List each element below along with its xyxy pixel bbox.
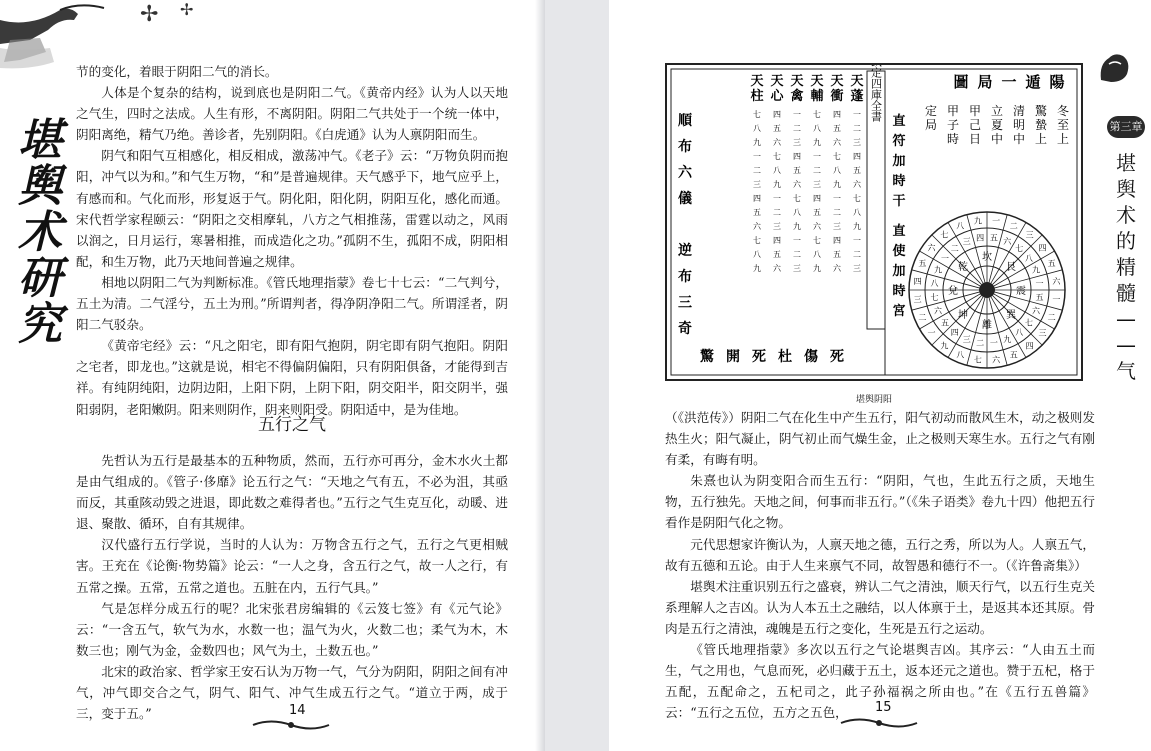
grid-char: 四 (833, 236, 841, 245)
yang-title-char: 圖 (953, 73, 969, 91)
wheel-outer-char: 五 (918, 259, 927, 269)
wheel-mid-char: 九 (934, 265, 943, 275)
gate-label: 開 (726, 349, 740, 365)
yang-label-char: 夏 (990, 118, 1004, 132)
grid-char: 八 (853, 208, 861, 217)
grid-char: 二 (833, 208, 841, 217)
paragraph: （《洪范传》）阴阳二气在化生中产生五行，阳气初动而散风生木，动之极则发热生火；阳气凝止，阴气初止而气燥生金，止之极则天寒生水。五行之气有刚有柔，有晦有明。 (665, 410, 1095, 468)
chapter-ornament-icon (1097, 50, 1133, 84)
grid-char: 九 (793, 222, 801, 231)
book-vertical-title: 堪 舆 术 研 究 (18, 115, 62, 350)
wheel-trigram: 震 (1016, 286, 1026, 297)
wheel-mid-char: 一 (989, 338, 998, 348)
yang-label-char: 子 (946, 118, 960, 132)
roof-illustration (0, 0, 120, 70)
wheel-outer-char: 二 (918, 312, 927, 322)
wheel-mid-char: 六 (1003, 237, 1012, 247)
wheel-mid-char: 九 (1003, 334, 1012, 344)
label-ni: 逆 (678, 243, 692, 259)
grid-char: 二 (853, 124, 861, 133)
wheel-trigram: 巽 (1006, 310, 1017, 322)
mid-label: 加 (892, 264, 906, 279)
label-ni: 三 (678, 295, 692, 311)
yang-label-char: 甲 (968, 104, 982, 118)
wheel-outer-char: 六 (927, 243, 936, 253)
wheel-outer-char: 二 (1009, 221, 1018, 231)
wheel-mid-char: 三 (962, 334, 971, 344)
grid-char: 六 (833, 138, 841, 147)
grid-char: 四 (833, 110, 841, 119)
star-header: 天 (770, 74, 784, 89)
grid-char: 三 (833, 222, 841, 231)
yang-labels (925, 103, 1069, 146)
paragraph: 气是怎样分成五行的呢？北宋张君房编辑的《云笈七签》有《元气论》云：“一含五气，软气为水，水数一也；温气为火，火数二也；柔气为木，木数三也；刚气为金，金数四也；风气为土，土数五也。” (76, 600, 508, 658)
yang-title-char: 遁 (1025, 73, 1041, 91)
grid-char: 六 (833, 264, 841, 273)
wheel-outer-char: 一 (1052, 295, 1061, 305)
grid-char: 五 (773, 250, 781, 259)
wheel-mid-char: 一 (1035, 279, 1044, 289)
wheel-mid-char: 七 (1025, 318, 1034, 328)
wheel-outer-char: 六 (992, 355, 1001, 365)
wheel-trigram: 艮 (1006, 261, 1017, 273)
paragraph: 节的变化，着眼于阴阳二气的消长。 (76, 64, 278, 79)
grid-char: 八 (753, 124, 761, 133)
yang-label-char: 上 (1034, 132, 1048, 146)
star-header: 心 (770, 89, 784, 104)
wheel-outer-char: 三 (1038, 328, 1047, 338)
grid-char: 五 (813, 208, 821, 217)
grid-char: 三 (853, 264, 861, 273)
yang-label-char: 中 (990, 132, 1004, 146)
dragonfly-icon: ✢ (140, 2, 159, 27)
grid-char: 二 (773, 208, 781, 217)
left-body-text-bottom (76, 450, 508, 724)
wheel-mid-char: 七 (930, 292, 939, 302)
grid-char: 三 (753, 180, 761, 189)
yang-label-char: 局 (924, 118, 938, 132)
wheel-mid-char: 八 (1015, 328, 1024, 338)
grid-char: 六 (793, 180, 801, 189)
paragraph: 《管氏地理指蒙》多次以五行之气论堪舆吉凶。其序云：“人由五土而生，气之用也，气息而死，必归藏于五土，返本还元之道也。赞于五杞，格于五配，五配命之，五杞司之，此子孙福祸之所由也。”在《五行五兽篇》云：“五行之五位，五方之五色， (665, 642, 1095, 721)
star-headers (750, 74, 863, 104)
star-header: 柱 (750, 89, 764, 104)
paragraph: 北宋的政治家、哲学家王安石认为万物一气，气分为阴阳，阴阳之间有冲气，冲气即交合之气，阴气、阳气、冲气生成五行之气。“道立于两，成于三，变于五。” (76, 663, 508, 722)
grid-char: 一 (773, 194, 781, 203)
grid-char: 七 (853, 194, 861, 203)
wheel-trigram: 坤 (957, 310, 968, 322)
wheel-outer-char: 四 (1038, 243, 1047, 253)
yang-label-char: 己 (968, 118, 982, 132)
wheel-outer-char: 六 (1052, 276, 1061, 286)
yang-title-char: 陽 (1049, 73, 1065, 91)
grid-char: 八 (833, 166, 841, 175)
wheel-outer-char: 九 (973, 216, 982, 226)
grid-char: 六 (853, 180, 861, 189)
grid-char: 四 (853, 152, 861, 161)
gate-label: 杜 (778, 349, 792, 365)
grid-char: 六 (813, 222, 821, 231)
yang-label-char: 驚 (1034, 104, 1048, 118)
right-page (609, 0, 1151, 751)
chapter-badge: 第三章 (1107, 116, 1145, 138)
grid-char: 三 (813, 180, 821, 189)
grid-char: 四 (793, 152, 801, 161)
paragraph: 堪舆术注重识别五行之盛衰，辨认二气之清浊，顺天行气，以五行生克关系理解人之吉凶。认为人本五土之融结，以人体禀于土，是返其本还其原。骨肉是五行之清浊，魂魄是五行之变化，生死是五行之运动。 (665, 578, 1095, 636)
grid-char: 一 (753, 152, 761, 161)
wheel-outer-char: 八 (956, 350, 965, 360)
section-heading: 五行之气 (258, 415, 326, 435)
label-shun: 順 (678, 113, 692, 129)
wheel-mid-char: 六 (934, 306, 943, 316)
star-header: 禽 (790, 89, 804, 104)
yang-label-char: 上 (1056, 132, 1070, 146)
footer-ornament-icon (839, 716, 919, 730)
star-header: 天 (810, 74, 824, 89)
paragraph: 汉代盛行五行学说，当时的人认为：万物含五行之气，五行之气更相贼害。王充在《论衡·物势篇》论云：“一人之身，含五行之气，故一人之行，有五常之操。五常，五常之道也。五脏在内，五行气具。” (76, 537, 508, 595)
grid-char: 一 (793, 110, 801, 119)
paragraph: 元代思想家许衡认为，人禀天地之德，五行之秀，所以为人。人禀五气，故有五德和五论。由于人生来禀气不同，故智愚和德行不一。（《许鲁斋集》） (665, 536, 1095, 573)
mid-label: 直 (892, 114, 906, 129)
gate-label: 驚 (700, 349, 714, 365)
wheel-mid-char: 三 (962, 237, 971, 247)
grid-char: 八 (773, 166, 781, 175)
grid-char: 七 (793, 194, 801, 203)
yang-label-char: 中 (1012, 132, 1026, 146)
star-header: 衝 (830, 89, 844, 104)
yang-title-char: 一 (1001, 73, 1017, 91)
wheel-outer-char: 五 (1009, 350, 1018, 360)
grid-char: 一 (813, 152, 821, 161)
wheel-outer-char: 五 (1047, 259, 1056, 269)
side-labels (678, 112, 906, 365)
wheel-outer-char: 四 (913, 276, 922, 286)
yang-label-char: 甲 (946, 104, 960, 118)
paragraph: 相地以阴阳二气为判断标准。《管氏地理指蒙》卷七十七云：“二气判兮，五土为清。二气淫兮，五土为刑。”所谓判者，得净阴净阳二气。所谓淫者，阴阳二气驳杂。 (76, 274, 508, 333)
grid-char: 九 (813, 264, 821, 273)
wheel-mid-char: 五 (940, 318, 949, 328)
paragraph: 人体是个复杂的结构，说到底也是阴阳二气。《黄帝内经》认为人以天地之气生，四时之法成。人生有形，不离阴阳。阴阳二气共处于一个统一体中，阴阳离绝，精气乃绝。善诊者，先别阴阳。《白虎通》认为人禀阴阳而生。 (76, 85, 508, 143)
paragraph: 《黄帝宅经》云：“凡之阳宅，即有阳气抱阴，阴宅即有阴气抱阳。阴阳之宅者，即龙也。”这就是说，相宅不得偏阴偏阳，只有阴阳俱备，才能得到吉祥。有纯阴纯阳，边阴边阳，上阳下阴，上阴下阳，阴交阳半，阳交阴半，强阳弱阴，老阳嫩阴。阳来则阴作，阴来则阳受。阴阳适中，是为佳地。 (76, 338, 508, 417)
wheel-mid-char: 一 (940, 253, 949, 263)
grid-char: 三 (853, 138, 861, 147)
grid-char: 一 (853, 110, 861, 119)
wheel-mid-char: 五 (989, 233, 998, 243)
wheel-mid-char: 四 (950, 328, 959, 338)
wheel-outer-char: 一 (992, 216, 1001, 226)
grid-char: 九 (853, 222, 861, 231)
paragraph: 先哲认为五行是最基本的五种物质，然而，五行亦可再分，金木水火土都是由气组成的。《管子·侈靡》论五行之气：“天地之气有五，不必为沮，其亟而反，其重陔动毁之进退，即此数之难得者也。”五行之气生克互化，动暖、进退、聚散、循环，自有其规律。 (76, 453, 508, 532)
gate-label: 死 (830, 349, 844, 365)
grid-char: 一 (853, 236, 861, 245)
label-ni: 布 (678, 269, 692, 285)
paragraph: 朱熹也认为阴变阳合而生五行：“阴阳，气也，生此五行之质，天地生物，五行独先。天地之间，何事而非五行。”（《朱子语类》卷九十四）他把五行看作是阴阳气化之物。 (665, 473, 1095, 531)
qimen-diagram (665, 63, 1083, 381)
paragraph: 阴气和阳气互相感化，相反相成，激荡冲气。《老子》云：“万物负阴而抱阳，冲气以为和。”和气生万物，“和”是普遍规律。天气感乎下，地气应乎上，有感而和。气化而形，形复返于气。阴化阳，阳化阴，阴阳互化，感化而通。宋代哲学家程颐云：“阴阳之交相摩轧，八方之气相推荡，雷霆以动之，风雨以润之，日月运行，寒暑相推，而成造化之功。”孤阴不生，孤阳不成，阴阳相配，和生万物，此乃天地间普遍之规律。 (76, 148, 508, 269)
gate-label: 傷 (804, 349, 818, 365)
yang-label-char: 蟄 (1034, 118, 1048, 132)
yang-label-char: 至 (1056, 118, 1070, 132)
wheel-outer-char: 二 (1047, 312, 1056, 322)
yang-title-char: 局 (977, 73, 993, 91)
star-header: 天 (750, 74, 764, 89)
label-shun: 六 (678, 165, 692, 181)
star-header: 天 (850, 74, 864, 89)
wheel-outer-char: 七 (973, 355, 982, 365)
grid-char: 八 (813, 250, 821, 259)
star-header: 輔 (810, 89, 824, 104)
grid-char: 二 (813, 166, 821, 175)
wheel-mid-char: 九 (1031, 265, 1040, 275)
grid-char: 九 (813, 138, 821, 147)
book-label: 欽定四庫全書 (869, 65, 883, 122)
grid-char: 五 (833, 124, 841, 133)
yang-title (953, 73, 1064, 91)
grid-char: 二 (793, 124, 801, 133)
wheel-outer-char: 九 (940, 341, 949, 351)
mid-label: 宮 (892, 304, 906, 319)
grid-char: 八 (753, 250, 761, 259)
grid-char: 三 (793, 264, 801, 273)
grid-char: 七 (773, 152, 781, 161)
wheel-mid-char: 八 (1025, 253, 1034, 263)
label-shun: 儀 (678, 191, 692, 207)
wheel-trigram: 兌 (948, 286, 958, 297)
yang-label-char: 明 (1012, 118, 1026, 132)
grid-char: 二 (753, 166, 761, 175)
right-body-text (665, 407, 1095, 723)
yang-label-char: 日 (968, 132, 982, 146)
grid-char: 五 (853, 166, 861, 175)
grid-char: 四 (773, 236, 781, 245)
grid-char: 五 (833, 250, 841, 259)
grid-char: 九 (773, 180, 781, 189)
grid-char: 四 (813, 194, 821, 203)
chapter-title: 堪 舆 术 的 精 髓 — — 气 (1116, 151, 1136, 383)
grid-char: 四 (773, 110, 781, 119)
star-header: 天 (830, 74, 844, 89)
grid-char: 八 (793, 208, 801, 217)
star-header: 蓬 (850, 89, 864, 104)
wheel-mid-char: 八 (930, 279, 939, 289)
gate-label: 死 (752, 349, 766, 365)
left-body-text-top (76, 61, 508, 420)
yang-label-char: 清 (1012, 104, 1026, 118)
figure-caption: 堪舆阴阳 (855, 395, 892, 405)
mid-label: 符 (892, 134, 906, 149)
mid-label: 直 (892, 224, 906, 239)
wheel-mid-char: 六 (1031, 306, 1040, 316)
wheel-mid-char: 五 (1035, 292, 1044, 302)
wheel-trigram: 乾 (957, 261, 968, 273)
grid-char: 七 (813, 110, 821, 119)
grid-char: 六 (753, 222, 761, 231)
grid-char: 三 (793, 138, 801, 147)
yang-label-char: 時 (946, 132, 960, 146)
yang-label-char: 立 (990, 104, 1004, 118)
grid-char: 九 (753, 138, 761, 147)
wheel-trigram: 坎 (982, 252, 992, 263)
char-grid (753, 109, 862, 273)
wheel-mid-char: 四 (976, 233, 985, 243)
grid-char: 九 (833, 180, 841, 189)
page-fold-shadow (535, 0, 545, 751)
label-shun: 布 (678, 139, 692, 155)
grid-char: 七 (753, 110, 761, 119)
grid-char: 五 (793, 166, 801, 175)
yang-label-char: 定 (924, 104, 938, 118)
mid-label: 加 (892, 154, 906, 169)
star-header: 天 (790, 74, 804, 89)
grid-char: 四 (753, 194, 761, 203)
wheel-outer-char: 三 (913, 295, 922, 305)
page-number: 14 (289, 703, 306, 718)
grid-char: 二 (793, 250, 801, 259)
grid-char: 九 (753, 264, 761, 273)
wheel-mid-char: 七 (1015, 243, 1024, 253)
mid-label: 時 (892, 284, 906, 299)
grid-char: 五 (753, 208, 761, 217)
page-number: 15 (875, 700, 892, 715)
dragonfly-icon: ✢ (180, 0, 194, 19)
grid-char: 六 (773, 264, 781, 273)
wheel-mid-char: 二 (976, 338, 985, 348)
grid-char: 八 (813, 124, 821, 133)
label-ni: 奇 (678, 321, 692, 337)
grid-char: 三 (773, 222, 781, 231)
qimen-diagram-svg (667, 65, 1081, 379)
grid-char: 一 (793, 236, 801, 245)
grid-char: 六 (773, 138, 781, 147)
wheel-outer-char: 三 (1025, 230, 1034, 240)
grid-char: 一 (833, 194, 841, 203)
grid-char: 七 (753, 236, 761, 245)
grid-char: 五 (773, 124, 781, 133)
wheel-outer-char: 七 (940, 230, 949, 240)
wheel-outer-char: 四 (1025, 341, 1034, 351)
left-page (0, 0, 545, 751)
mid-label: 時 (892, 174, 906, 189)
mid-label: 干 (892, 194, 906, 209)
yang-label-char: 冬 (1056, 104, 1070, 118)
wheel-outer-char: 八 (956, 221, 965, 231)
grid-char: 七 (833, 152, 841, 161)
grid-char: 二 (853, 250, 861, 259)
page-gutter (545, 0, 609, 751)
footer-ornament-icon (251, 718, 331, 732)
wheel-mid-char: 二 (950, 243, 959, 253)
wheel-trigram: 離 (982, 320, 992, 331)
grid-char: 七 (813, 236, 821, 245)
wheel-outer-char: 一 (927, 328, 936, 338)
compass-wheel (909, 212, 1065, 368)
mid-label: 使 (892, 244, 906, 259)
